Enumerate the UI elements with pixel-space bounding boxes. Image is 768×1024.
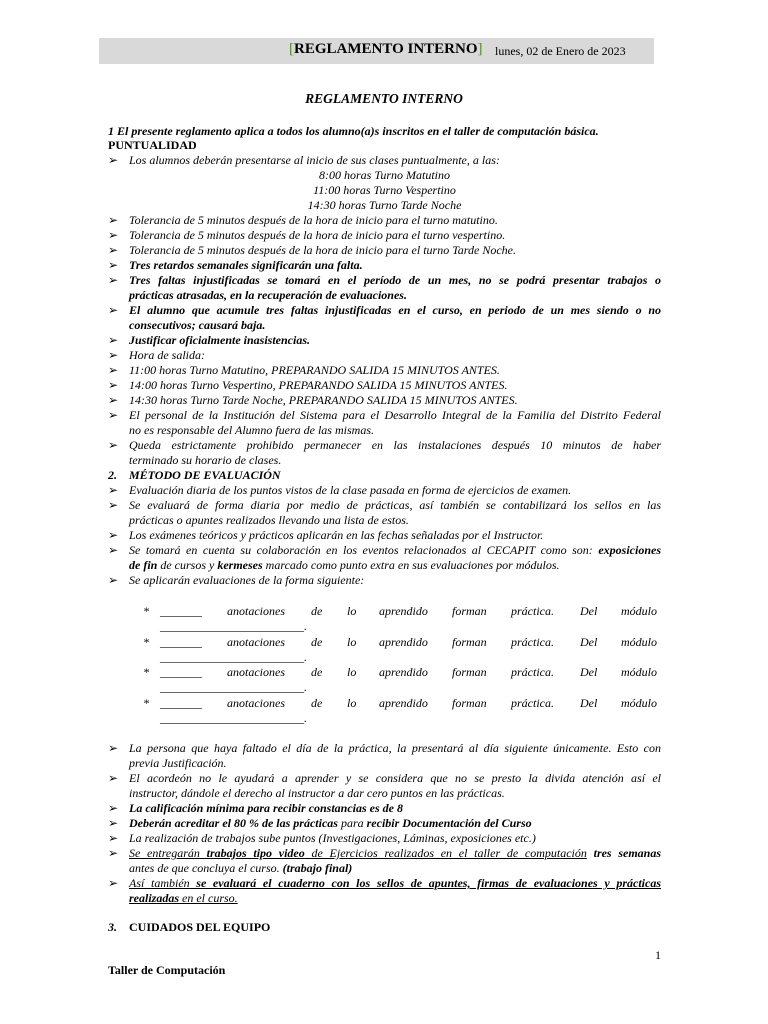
bullet-icon: ➢: [108, 273, 119, 287]
page-number: 1: [655, 948, 661, 962]
acordeon-line2: instructor, dándole el derecho al instructor a dar cero puntos en las prácticas.: [129, 786, 505, 800]
retardos-rule: Tres retardos semanales significarán una falta.: [129, 258, 363, 272]
justificar-rule: Justificar oficialmente inasistencias.: [129, 333, 311, 347]
form-word: lo: [347, 604, 357, 618]
form-word: módulo: [621, 604, 657, 618]
bullet-icon: ➢: [108, 303, 119, 317]
form-word: de: [311, 635, 323, 649]
form-word: anotaciones: [227, 635, 285, 649]
form-word: aprendido: [379, 635, 428, 649]
personal-line2: no es responsable del Alumno fuera de las mismas.: [129, 423, 374, 437]
eval-diaria: Evaluación diaria de los puntos vistos de la clase pasada en forma de ejercicios de examen.: [129, 483, 572, 497]
bullet-icon: ➢: [108, 528, 119, 542]
tolerance-item: Tolerancia de 5 minutos después de la hora de inicio para el turno Tarde Noche.: [129, 243, 516, 257]
cuaderno-line1: Así también se evaluará el cuaderno con los sellos de apuntes, firmas de evaluaciones y prácticas: [129, 876, 661, 890]
form-word: Del: [580, 665, 598, 679]
eval-practicas-line2: prácticas o apuntes realizados llevando una lista de estos.: [129, 513, 409, 527]
acordeon-line1: El acordeón no le ayudará a aprender y se considera que no se presto la divida atención así el: [129, 771, 661, 785]
video-line1: Se entregarán trabajos tipo video de Ejercicios realizados en el taller de computación tres semanas: [129, 846, 661, 860]
prohibido-line2: terminado su horario de clases.: [129, 453, 282, 467]
bullet-icon: ➢: [108, 258, 119, 272]
bullet-icon: ➢: [108, 801, 119, 815]
evaluation-form-row: [143, 604, 661, 634]
bullet-icon: ➢: [108, 348, 119, 362]
cecapit-line2: de fin de cursos y kermeses marcado como punto extra en sus evaluaciones por módulos.: [129, 558, 560, 572]
asterisk-icon: *: [143, 635, 149, 649]
bullet-icon: ➢: [108, 153, 119, 167]
schedule-item: 11:00 horas Turno Vespertino: [313, 183, 456, 197]
form-word: práctica.: [511, 635, 554, 649]
bullet-icon: ➢: [108, 573, 119, 587]
asterisk-icon: *: [143, 604, 149, 618]
section-3-number: 3.: [108, 920, 117, 934]
faltas-rule-line2: prácticas atrasadas, en la recuperación de evaluaciones.: [129, 288, 407, 302]
bullet-icon: ➢: [108, 543, 119, 557]
bullet-icon: ➢: [108, 498, 119, 512]
form-word: de: [311, 696, 323, 710]
header-bar: [99, 38, 654, 64]
form-word: lo: [347, 665, 357, 679]
form-word: aprendido: [379, 665, 428, 679]
tolerance-item: Tolerancia de 5 minutos después de la hora de inicio para el turno vespertino.: [129, 228, 506, 242]
hora-salida: Hora de salida:: [129, 348, 205, 362]
bullet-icon: ➢: [108, 333, 119, 347]
bullet-icon: ➢: [108, 393, 119, 407]
acreditar-rule: Deberán acreditar el 80 % de las prácticas para recibir Documentación del Curso: [129, 816, 532, 830]
form-word: forman: [452, 635, 487, 649]
bullet-icon: ➢: [108, 213, 119, 227]
section-2-title: MÉTODO DE EVALUACIÓN: [129, 468, 281, 482]
baja-rule-line2: consecutivos; causará baja.: [129, 318, 266, 332]
bullet-icon: ➢: [108, 378, 119, 392]
form-word: Del: [580, 696, 598, 710]
schedule-intro: Los alumnos deberán presentarse al inicio de sus clases puntualmente, a las:: [129, 153, 500, 167]
section-2-number: 2.: [108, 468, 117, 482]
form-word: forman: [452, 604, 487, 618]
header-title: [289, 41, 483, 58]
calificacion-rule: La calificación mínima para recibir constancias es de 8: [129, 801, 403, 815]
form-word: módulo: [621, 696, 657, 710]
form-word: de: [311, 665, 323, 679]
form-word: Del: [580, 635, 598, 649]
cuaderno-line2: realizadas en el curso.: [129, 891, 238, 905]
bullet-icon: ➢: [108, 846, 119, 860]
salida-item: 14:00 horas Turno Vespertino, PREPARANDO SALIDA 15 MINUTOS ANTES.: [129, 378, 508, 392]
salida-item: 11:00 horas Turno Matutino, PREPARANDO SALIDA 15 MINUTOS ANTES.: [129, 363, 500, 377]
section-puntualidad: PUNTUALIDAD: [108, 138, 197, 152]
aplicaran: Se aplicarán evaluaciones de la forma siguiente:: [129, 573, 365, 587]
form-word: anotaciones: [227, 604, 285, 618]
open-bracket: [: [289, 41, 294, 57]
eval-practicas-line1: Se evaluará de forma diaria por medio de prácticas, así también se contabilizará los sellos en las: [129, 498, 661, 512]
form-word: anotaciones: [227, 696, 285, 710]
schedule-item: 14:30 horas Turno Tarde Noche: [307, 198, 462, 212]
form-word: anotaciones: [227, 665, 285, 679]
form-blank: _______: [160, 665, 202, 679]
bullet-icon: ➢: [108, 483, 119, 497]
cecapit-line1: Se tomará en cuenta su colaboración en los eventos relacionados al CECAPIT como son: exposiciones: [129, 543, 661, 557]
form-word: práctica.: [511, 696, 554, 710]
personal-line1: El personal de la Institución del Sistema para el Desarrollo Integral de la Familia del Distrito Federal: [129, 408, 661, 422]
asterisk-icon: *: [143, 696, 149, 710]
asterisk-icon: *: [143, 665, 149, 679]
form-word: de: [311, 604, 323, 618]
document-title: REGLAMENTO INTERNO: [305, 91, 463, 106]
form-word: lo: [347, 635, 357, 649]
form-word: aprendido: [379, 604, 428, 618]
footer-text: Taller de Computación: [108, 963, 226, 977]
falta-practica-line1: La persona que haya faltado el día de la práctica, la presentará al día siguiente únicamente. Esto con: [129, 741, 661, 755]
form-blank-line: ________________________.: [160, 650, 307, 664]
bullet-icon: ➢: [108, 831, 119, 845]
close-bracket: ]: [477, 41, 483, 57]
form-word: aprendido: [379, 696, 428, 710]
bullet-icon: ➢: [108, 816, 119, 830]
form-word: Del: [580, 604, 598, 618]
form-blank-line: ________________________.: [160, 619, 307, 633]
schedule-item: 8:00 horas Turno Matutino: [318, 168, 450, 182]
bullet-icon: ➢: [108, 363, 119, 377]
bullet-icon: ➢: [108, 741, 119, 755]
form-word: lo: [347, 696, 357, 710]
bullet-icon: ➢: [108, 876, 119, 890]
form-blank: _______: [160, 696, 202, 710]
form-blank: _______: [160, 604, 202, 618]
falta-practica-line2: previa Justificación.: [129, 756, 227, 770]
evaluation-form-row: [143, 665, 661, 695]
bullet-icon: ➢: [108, 408, 119, 422]
bullet-icon: ➢: [108, 438, 119, 452]
form-word: módulo: [621, 635, 657, 649]
prohibido-line1: Queda estrictamente prohibido permanecer en las instalaciones después 10 minutos de haber: [129, 438, 661, 452]
bullet-icon: ➢: [108, 771, 119, 785]
intro-text: 1 El presente reglamento aplica a todos los alumno(a)s inscritos en el taller de computación básica.: [108, 124, 599, 138]
form-word: forman: [452, 696, 487, 710]
bullet-icon: ➢: [108, 228, 119, 242]
header-date: lunes, 02 de Enero de 2023: [495, 44, 626, 58]
form-word: práctica.: [511, 665, 554, 679]
form-word: módulo: [621, 665, 657, 679]
header-title-text: REGLAMENTO INTERNO: [294, 41, 478, 57]
video-line2: antes de que concluya el curso. (trabajo final): [129, 861, 353, 875]
examenes: Los exámenes teóricos y prácticos aplicarán en las fechas señaladas por el Instructor.: [129, 528, 544, 542]
section-3-title: CUIDADOS DEL EQUIPO: [129, 920, 271, 934]
form-blank: _______: [160, 635, 202, 649]
evaluation-form-row: [143, 696, 661, 726]
evaluation-form-row: [143, 635, 661, 665]
salida-item: 14:30 horas Turno Tarde Noche, PREPARANDO SALIDA 15 MINUTOS ANTES.: [129, 393, 518, 407]
faltas-rule-line1: Tres faltas injustificadas se tomará en el período de un mes, no se podrá presentar trabajos o: [129, 273, 661, 287]
bullet-icon: ➢: [108, 243, 119, 257]
form-blank-line: ________________________.: [160, 680, 307, 694]
tolerance-item: Tolerancia de 5 minutos después de la hora de inicio para el turno matutino.: [129, 213, 498, 227]
form-blank-line: ________________________.: [160, 711, 307, 725]
form-word: práctica.: [511, 604, 554, 618]
puntos-rule: La realización de trabajos sube puntos (Investigaciones, Láminas, exposiciones etc.): [129, 831, 536, 845]
form-word: forman: [452, 665, 487, 679]
baja-rule-line1: El alumno que acumule tres faltas injustificadas en el curso, en periodo de un mes siendo o no: [129, 303, 661, 317]
